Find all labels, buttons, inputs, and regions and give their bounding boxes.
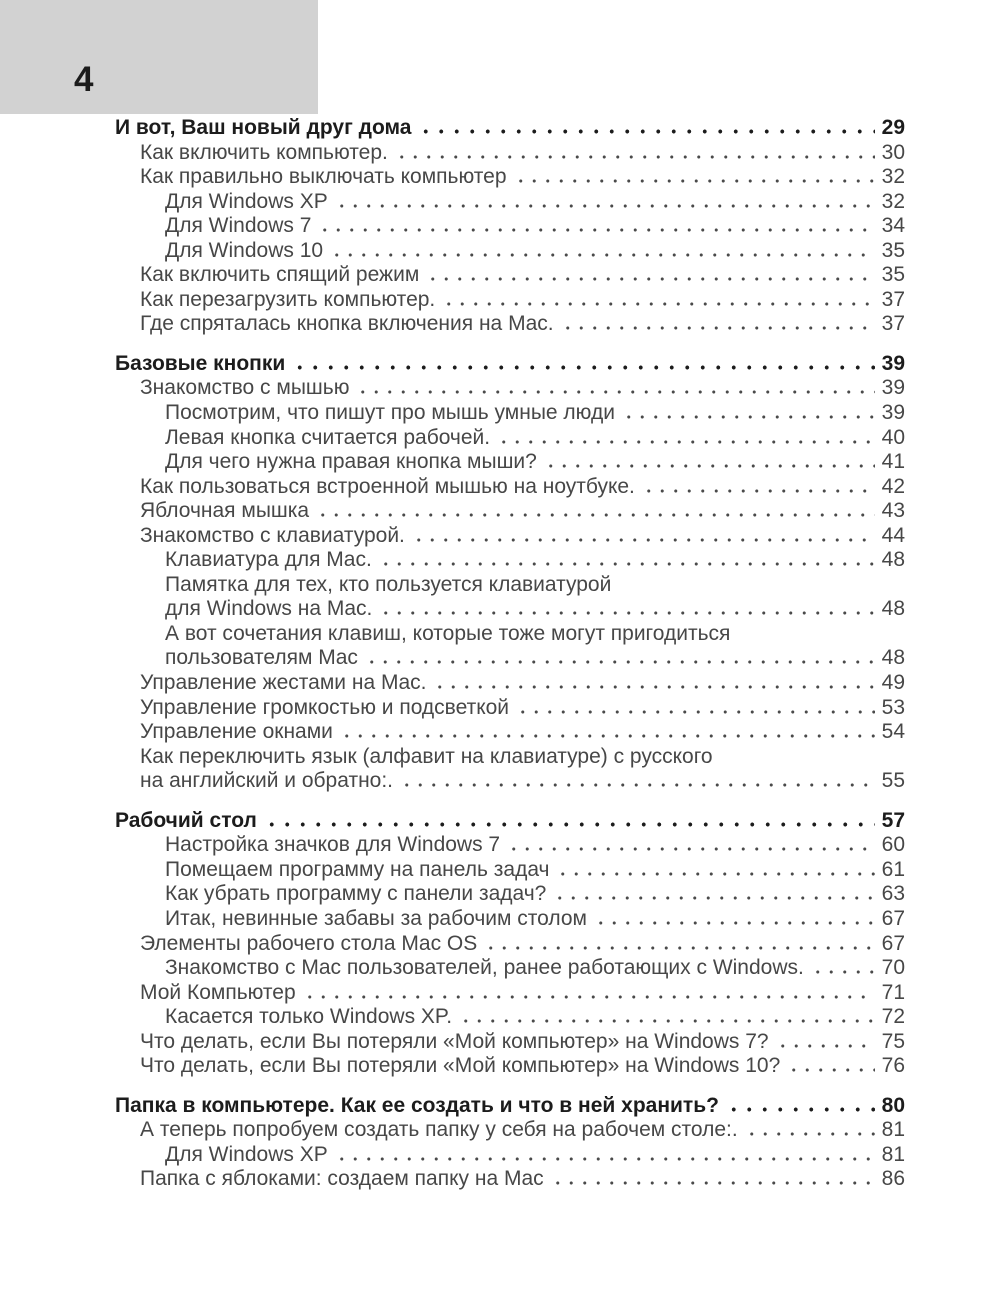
toc-leader-dots: [497, 440, 875, 444]
toc-entry-page: 39: [881, 401, 905, 425]
toc-entry-title: Базовые кнопки: [115, 351, 286, 375]
toc-entry-title: Помещаем программу на панель задач: [165, 857, 550, 881]
toc-entry-title: Управление окнами: [140, 720, 333, 744]
toc-leader-dots: [556, 872, 874, 876]
toc-entry-page: 39: [881, 376, 905, 400]
toc-entry: [115, 671, 905, 696]
toc-entry: [115, 165, 905, 190]
toc-leader-dots: [726, 1107, 875, 1112]
toc-entry-title: Управление громкостью и подсветкой: [140, 695, 510, 719]
toc-entry: [115, 1005, 905, 1030]
toc-entry-page: 37: [881, 287, 905, 311]
toc-entry-page: 32: [881, 189, 905, 213]
toc-entry-page: 49: [881, 671, 905, 695]
toc-entry-page: 40: [881, 425, 905, 449]
toc-leader-dots: [379, 562, 875, 566]
toc-entry: [115, 1167, 905, 1192]
toc-leader-dots: [340, 734, 875, 738]
toc-entry-page: 57: [881, 808, 905, 832]
toc-entry-page: 81: [881, 1118, 905, 1142]
toc-entry: [115, 1118, 905, 1143]
toc-entry-title: Памятка для тех, кто пользуется клавиатурой: [165, 572, 612, 596]
toc-entry-page: 55: [881, 769, 905, 793]
toc-entry-title: Для чего нужна правая кнопка мыши?: [165, 450, 537, 474]
toc-entry-title: Посмотрим, что пишут про мышь умные люди: [165, 401, 615, 425]
toc-entry: [115, 524, 905, 549]
toc-entry-page: 53: [881, 695, 905, 719]
toc-leader-dots: [264, 822, 875, 827]
toc-entry-title: Яблочная мышка: [140, 499, 310, 523]
toc-entry-page: 35: [881, 238, 905, 262]
toc-leader-dots: [330, 253, 875, 257]
toc-entry: [115, 1054, 905, 1079]
toc-entry-page: 48: [881, 646, 905, 670]
toc-entry: [115, 858, 905, 883]
toc-entry-title: Как переключить язык (алфавит на клавиатуре) с русского: [140, 744, 713, 768]
toc-entry: [115, 833, 905, 858]
toc-entry-page: 30: [881, 140, 905, 164]
toc-leader-dots: [544, 464, 875, 468]
toc-entry: [115, 1094, 905, 1119]
toc-entry-title: Знакомство с мышью: [140, 376, 350, 400]
toc-group: [115, 1094, 905, 1192]
toc-leader-dots: [594, 921, 875, 925]
toc-leader-dots: [442, 302, 874, 306]
toc-leader-dots: [335, 1157, 875, 1161]
toc-entry: [115, 376, 905, 401]
toc-entry-page: 42: [881, 474, 905, 498]
toc-entry-page: 63: [881, 882, 905, 906]
toc-entry-title: Как убрать программу с панели задач?: [165, 882, 547, 906]
toc-entry-title: Левая кнопка считается рабочей.: [165, 425, 491, 449]
toc-leader-dots: [365, 660, 875, 664]
toc-entry-title: Клавиатура для Mac.: [165, 548, 372, 572]
toc-leader-dots: [642, 489, 875, 493]
toc-entry-page: 41: [881, 450, 905, 474]
toc-leader-dots: [561, 326, 875, 330]
toc-entry-page: 43: [881, 499, 905, 523]
toc-entry-title: Рабочий стол: [115, 808, 257, 832]
toc-leader-dots: [551, 1181, 875, 1185]
toc-entry: [115, 426, 905, 451]
toc-entry: [115, 352, 905, 377]
toc-entry: [115, 809, 905, 834]
toc-leader-dots: [426, 277, 874, 281]
toc-entry-title: Для Windows XP: [165, 189, 328, 213]
toc-entry-title: Управление жестами на Mac.: [140, 671, 427, 695]
toc-leader-dots: [418, 129, 874, 134]
toc-entry-title: А вот сочетания клавиш, которые тоже могут пригодиться: [165, 621, 731, 645]
toc-entry-title: Итак, невинные забавы за рабочим столом: [165, 906, 587, 930]
toc-entry-title: Как правильно выключать компьютер: [140, 165, 507, 189]
toc-entry: [115, 239, 905, 264]
toc-entry-page: 37: [881, 312, 905, 336]
toc-entry-page: 75: [881, 1029, 905, 1053]
toc-entry-title: Как пользоваться встроенной мышью на ноутбуке.: [140, 474, 635, 498]
toc-entry-title: Что делать, если Вы потеряли «Мой компьютер» на Windows 7?: [140, 1029, 769, 1053]
toc-leader-dots: [516, 710, 875, 714]
toc-entry-page: 44: [881, 523, 905, 547]
toc-entry-page: 39: [881, 351, 905, 375]
toc-entry-page: 67: [881, 931, 905, 955]
toc-entry-title: Мой Компьютер: [140, 980, 296, 1004]
toc-entry-title: Знакомство с Mac пользователей, ранее работающих с Windows.: [165, 956, 804, 980]
toc-entry: [115, 450, 905, 475]
toc-entry-title: Для Windows 10: [165, 238, 324, 262]
toc-entry: [115, 646, 905, 671]
toc-entry: [115, 214, 905, 239]
toc-entry-title: Знакомство с клавиатурой.: [140, 523, 405, 547]
toc-entry-page: 67: [881, 906, 905, 930]
toc-entry: [115, 312, 905, 337]
toc-entry-title: Для Windows XP: [165, 1142, 328, 1166]
toc-entry-title: для Windows на Mac.: [165, 597, 373, 621]
toc-entry: [115, 745, 905, 770]
toc-leader-dots: [412, 538, 875, 542]
toc-leader-dots: [811, 970, 875, 974]
toc-group: [115, 116, 905, 337]
toc-entry-title: Как включить спящий режим: [140, 263, 420, 287]
toc-leader-dots: [335, 204, 875, 208]
toc-entry-title: Где спряталась кнопка включения на Mac.: [140, 312, 554, 336]
toc-entry-page: 29: [881, 116, 905, 139]
toc-entry-title: пользователям Mac: [165, 646, 358, 670]
toc-entry-title: Настройка значков для Windows 7: [165, 833, 501, 857]
toc-entry-title: Касается только Windows XP.: [165, 1005, 453, 1029]
toc-entry-title: Как перезагрузить компьютер.: [140, 287, 436, 311]
toc-group: [115, 352, 905, 794]
toc-leader-dots: [303, 995, 875, 999]
toc-entry-page: 48: [881, 597, 905, 621]
toc-leader-dots: [514, 179, 875, 183]
toc-entry-page: 72: [881, 1005, 905, 1029]
toc-entry: [115, 882, 905, 907]
toc-entry: [115, 1143, 905, 1168]
toc-entry-page: 86: [881, 1167, 905, 1191]
toc-entry-page: 34: [881, 214, 905, 238]
toc-leader-dots: [507, 847, 875, 851]
toc-entry: [115, 932, 905, 957]
toc-leader-dots: [745, 1132, 875, 1136]
toc-entry: [115, 622, 905, 647]
toc-entry: [115, 190, 905, 215]
toc-entry: [115, 499, 905, 524]
toc-entry: [115, 288, 905, 313]
toc-entry: [115, 956, 905, 981]
toc-group: [115, 809, 905, 1079]
toc-entry-page: 80: [881, 1093, 905, 1117]
toc: [115, 116, 905, 1192]
toc-entry-title: Для Windows 7: [165, 214, 312, 238]
toc-leader-dots: [356, 390, 874, 394]
toc-entry: [115, 263, 905, 288]
toc-entry-title: Как включить компьютер.: [140, 140, 388, 164]
toc-entry-page: 48: [881, 548, 905, 572]
toc-leader-dots: [379, 611, 874, 615]
toc-leader-dots: [316, 513, 875, 517]
toc-entry: [115, 720, 905, 745]
toc-leader-dots: [622, 415, 875, 419]
toc-entry-title: И вот, Ваш новый друг дома: [115, 116, 412, 139]
toc-entry-page: 54: [881, 720, 905, 744]
toc-entry: [115, 696, 905, 721]
toc-entry: [115, 475, 905, 500]
toc-leader-dots: [292, 365, 874, 370]
page-number: 4: [74, 60, 94, 99]
toc-entry: [115, 981, 905, 1006]
toc-entry: [115, 141, 905, 166]
toc-entry-page: 81: [881, 1142, 905, 1166]
toc-entry-page: 32: [881, 165, 905, 189]
toc-entry-title: Элементы рабочего стола Mac OS: [140, 931, 478, 955]
toc-leader-dots: [776, 1044, 875, 1048]
toc-leader-dots: [433, 685, 874, 689]
toc-entry: [115, 548, 905, 573]
toc-leader-dots: [553, 896, 874, 900]
toc-entry-title: А теперь попробуем создать папку у себя на рабочем столе:.: [140, 1118, 738, 1142]
toc-entry-title: Что делать, если Вы потеряли «Мой компьютер» на Windows 10?: [140, 1054, 781, 1078]
toc-entry-title: Папка в компьютере. Как ее создать и что в ней хранить?: [115, 1093, 719, 1117]
toc-entry-page: 35: [881, 263, 905, 287]
toc-entry-page: 61: [881, 857, 905, 881]
toc-entry-page: 70: [881, 956, 905, 980]
toc-entry: [115, 1030, 905, 1055]
toc-entry: [115, 769, 905, 794]
toc-entry-page: 71: [881, 980, 905, 1004]
toc-leader-dots: [400, 783, 875, 787]
toc-entry-title: Папка с яблоками: создаем папку на Mac: [140, 1167, 544, 1191]
toc-leader-dots: [484, 946, 874, 950]
toc-leader-dots: [459, 1019, 875, 1023]
toc-entry: [115, 401, 905, 426]
toc-entry: [115, 907, 905, 932]
toc-leader-dots: [318, 228, 874, 232]
page-number-block: [0, 0, 318, 114]
toc-entry: [115, 597, 905, 622]
toc-entry: [115, 116, 905, 141]
toc-entry-page: 60: [881, 833, 905, 857]
toc-leader-dots: [395, 155, 875, 159]
toc-entry-title: на английский и обратно:.: [140, 769, 394, 793]
toc-entry: [115, 573, 905, 598]
toc-entry-page: 76: [881, 1054, 905, 1078]
toc-leader-dots: [787, 1068, 874, 1072]
